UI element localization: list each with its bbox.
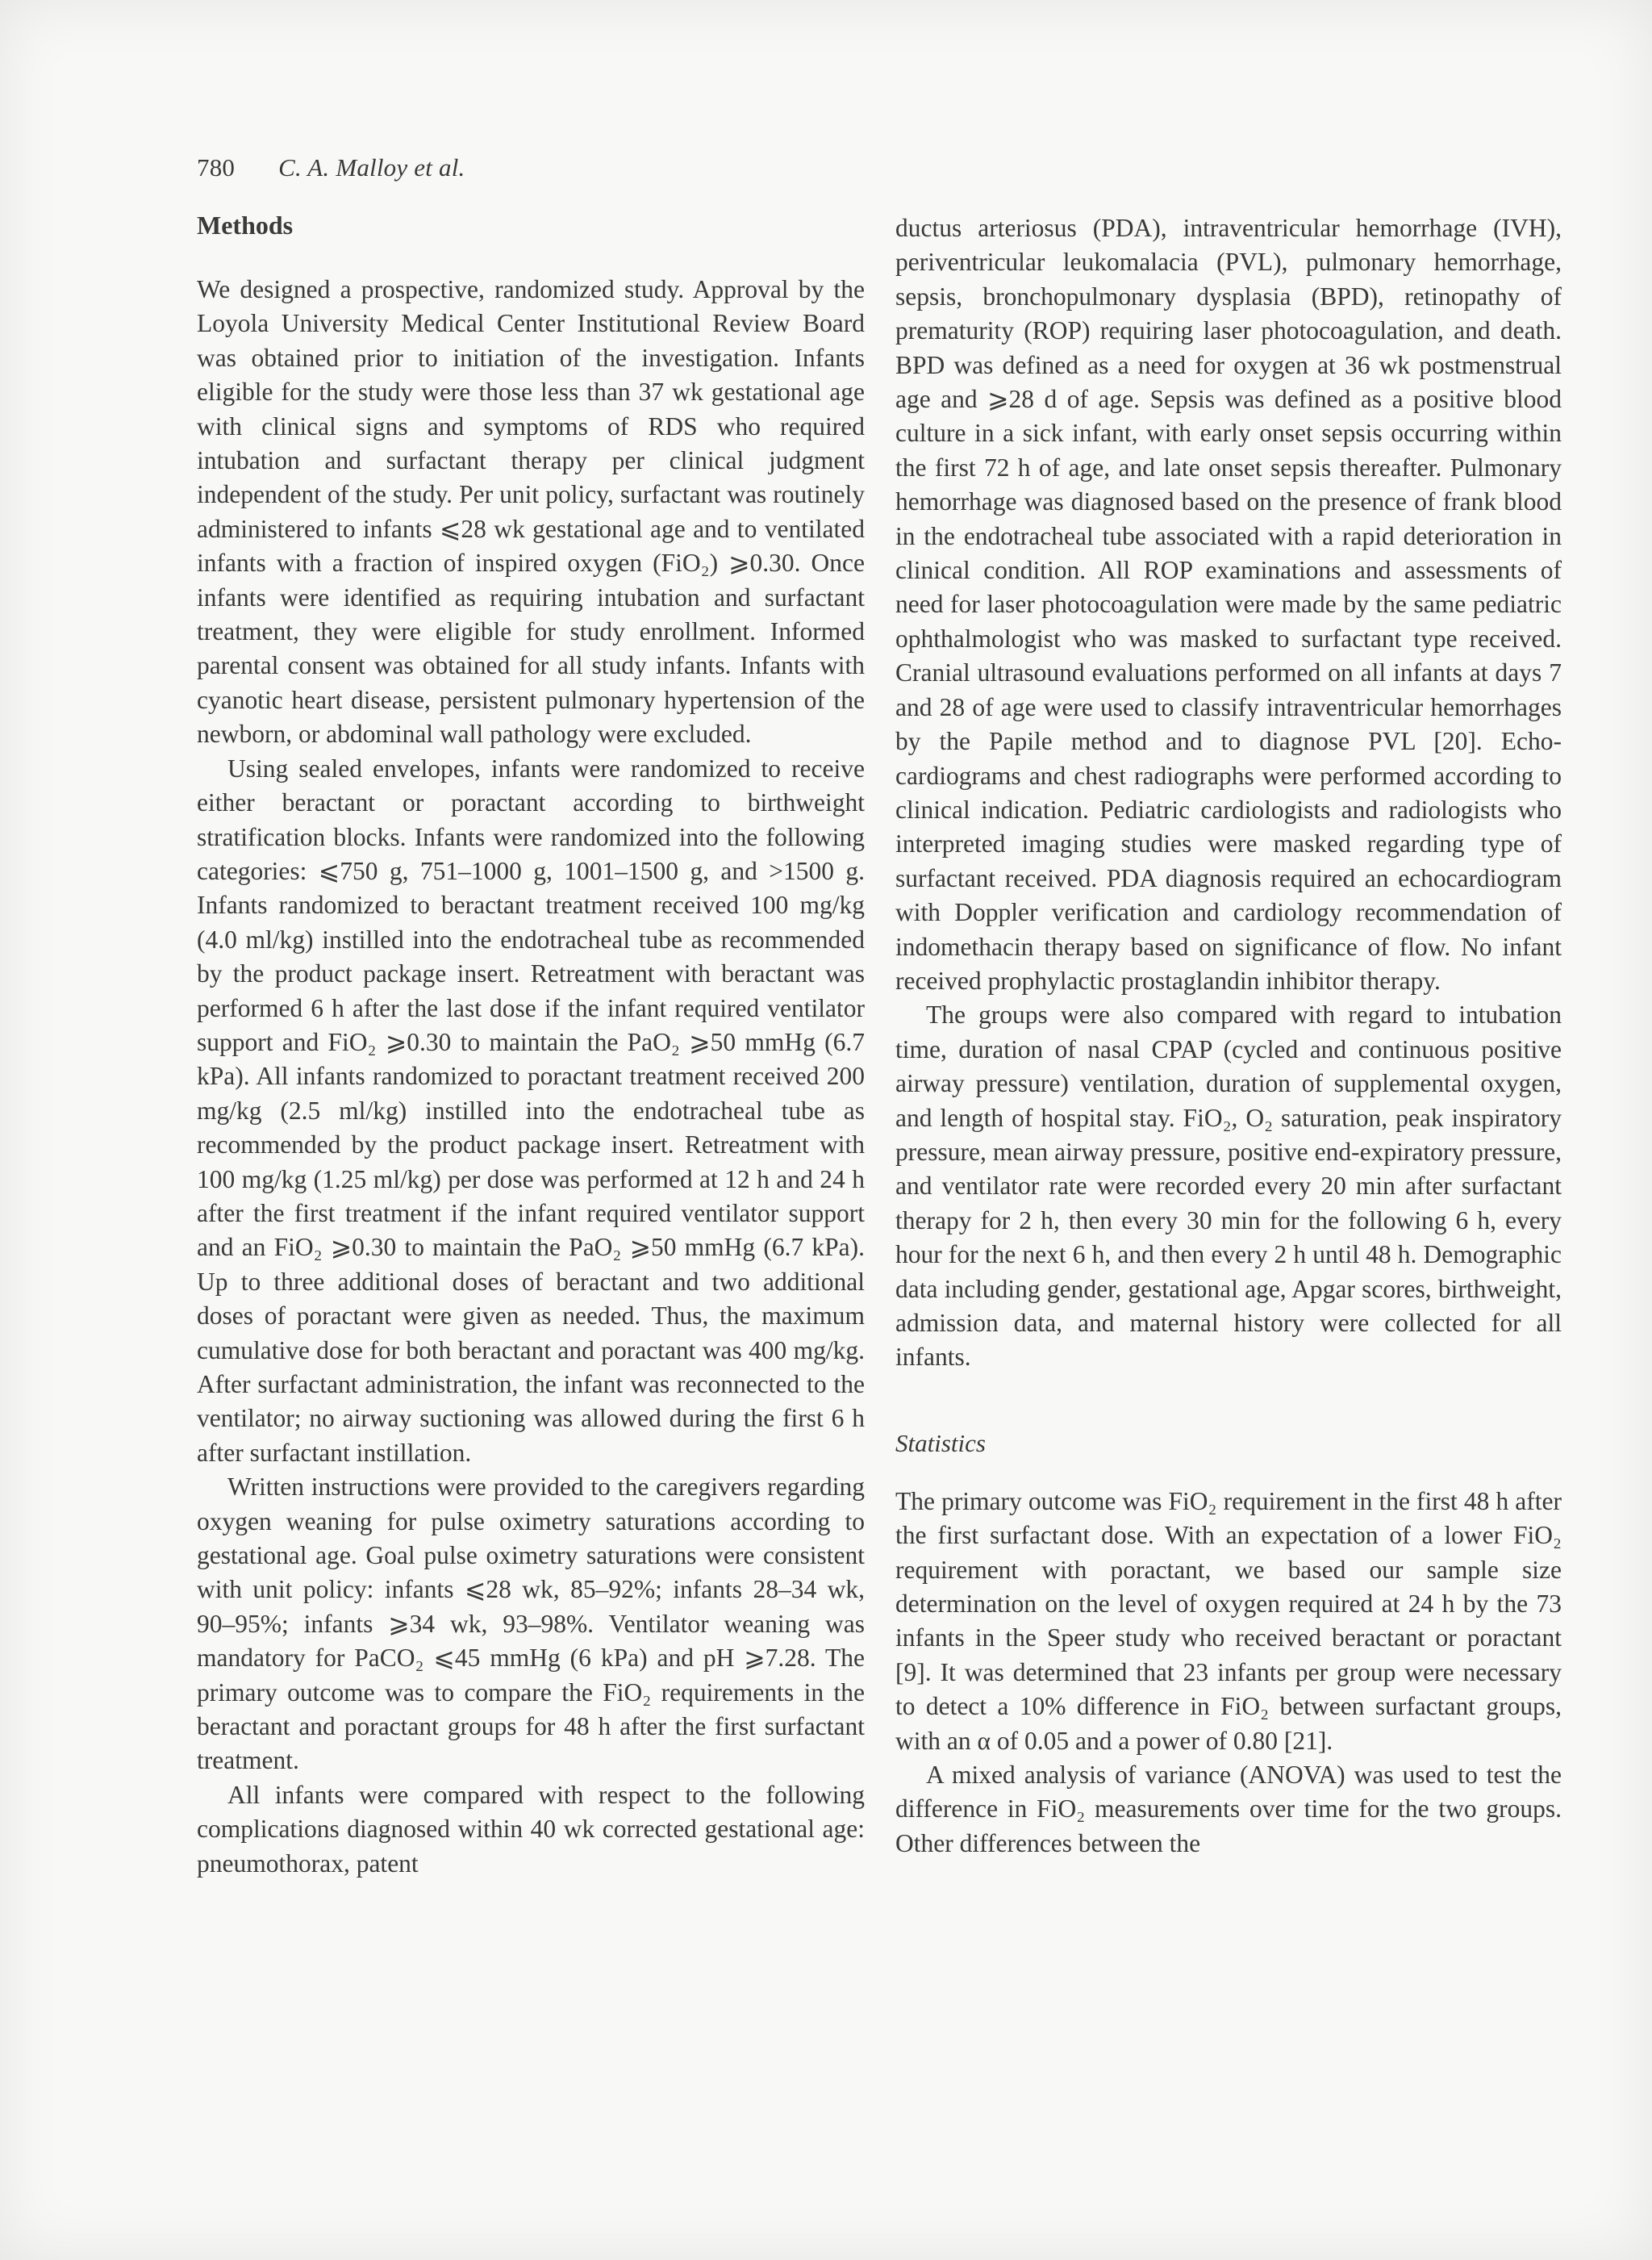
methods-paragraph-2: Using sealed envelopes, infants were randomized to receive either beractant or poractant according to birthweight stratification blocks. Infants were randomized into the following categories: ⩽750 g, 751–1000 g, 1001–1500 g, and >1500 g. Infants randomized to beractant treatment received 100 mg/kg (4.0 ml/kg) instilled into the endotracheal tube as recommended by the product package insert. Retreatment with beractant was performed 6 h after the last dose if the infant required ventilator support and FiO₂ ⩾0.30 to maintain the PaO₂ ⩾50 mmHg (6.7 kPa). All infants randomized to poractant treatment received 200 mg/kg (2.5 ml/kg) instilled into the endotracheal tube as recommended by the product package insert. Retreatment with 100 mg/kg (1.25 ml/kg) per dose was performed at 12 h and 24 h after the first treatment if the infant required ventilator support and an FiO₂ ⩾0.30 to maintain the PaO₂ ⩾50 mmHg (6.7 kPa). Up to three additional doses of beractant and two additional doses of poractant were given as needed. Thus, the maximum cumulative dose for both beractant and poractant was 400 mg/kg. After surfactant administration, the infant was reconnected to the ventilator; no airway suctioning was allowed during the first 6 h after surfactant instillation. (197, 754, 865, 1467)
statistics-heading: Statistics (895, 1428, 986, 1457)
page-number: 780 (197, 153, 236, 182)
methods-paragraph-3: Written instructions were provided to the caregivers regarding oxygen weaning for pulse oximetry saturations according to gestational age. Goal pulse oximetry saturations were consistent with unit policy: infants ⩽28 wk, 85–92%; infants 28–34 wk, 90–95%; infants ⩾34 wk, 93–98%. Ventilator weaning was mandatory for PaCO₂ ⩽45 mmHg (6 kPa) and pH ⩾7.28. The primary outcome was to compare the FiO₂ requirements in the beractant and poractant groups for 48 h after the first surfactant treatment. (197, 1473, 865, 1775)
statistics-paragraph-2: A mixed analysis of variance (ANOVA) was used to test the difference in FiO₂ measurements over time for the two groups. Other differences between the (895, 1761, 1562, 1857)
author-line: C. A. Malloy et al. (278, 153, 465, 182)
methods-paragraph-4-continued: ductus arteriosus (PDA), intraventricular hemorrhage (IVH), periventricular leukomalacia (PVL), pulmonary hemorrhage, sepsis, bronchopulmonary dysplasia (BPD), retinopathy of prematurity (ROP) requiring laser photocoagulation, and death. BPD was defined as a need for oxygen at 36 wk postmenstrual age and ⩾28 d of age. Sepsis was defined as a positive blood culture in a sick infant, with early onset sepsis occurring within the first 72 h of age, and late onset sepsis thereafter. Pulmonary hemorrhage was diagnosed based on the presence of frank blood in the endotracheal tube associated with a rapid deterioration in clinical condition. All ROP examinations and assessments of need for laser photocoagulation were made by the same pediatric ophthalmologist who was masked to surfactant type received. Cranial ultrasound evaluations performed on all infants at days 7 and 28 of age were used to classify intraventricular hemorrhages by the Papile method and to diagnose PVL [20]. Echocardiograms and chest radiographs were performed according to clinical indication. Pediatric cardiologists and radiologists who interpreted imaging studies were masked regarding type of surfactant received. PDA diagnosis required an echocardiogram with Doppler verification and cardiology recommendation of indomethacin therapy based on significance of flow. No infant received prophylactic prostaglandin inhibitor therapy. (895, 214, 1562, 995)
methods-heading: Methods (197, 211, 294, 240)
right-column (895, 211, 1562, 1861)
left-column (197, 208, 865, 1881)
methods-paragraph-4: All infants were compared with respect to the following complications diagnosed within 40 wk corrected gestational age: pneumothorax, patent (197, 1780, 865, 1878)
methods-paragraph-5: The groups were also compared with regard to intubation time, duration of nasal CPAP (cycled and continuous positive airway pressure) ventilation, duration of supplemental oxygen, and length of hospital stay. FiO₂, O₂ saturation, peak inspiratory pressure, mean airway pressure, positive end-expiratory pressure, and ventilator rate were recorded every 20 min after surfactant therapy for 2 h, then every 30 min for the following 6 h, every hour for the next 6 h, and then every 2 h until 48 h. Demographic data including gender, gestational age, Apgar scores, birthweight, admission data, and maternal history were collected for all infants. (895, 1000, 1562, 1372)
running-head (197, 153, 465, 182)
statistics-paragraph-1: The primary outcome was FiO₂ requirement in the first 48 h after the first surfactant dose. With an expectation of a lower FiO₂ requirement with poractant, we based our sample size determination on the level of oxygen required at 24 h by the 73 infants in the Speer study who received beractant or poractant [9]. It was determined that 23 infants per group were necessary to detect a 10% difference in FiO₂ between surfactant groups, with an α of 0.05 and a power of 0.80 [21]. (895, 1486, 1562, 1755)
methods-paragraph-1: We designed a prospective, randomized study. Approval by the Loyola University Medical Center Institutional Review Board was obtained prior to initiation of the investigation. Infants eligible for the study were those less than 37 wk gestational age with clinical signs and symptoms of RDS who required intubation and surfactant therapy per clinical judgment independent of the study. Per unit policy, surfactant was routinely administered to infants ⩽28 wk gestational age and to ventilated infants with a fraction of inspired oxygen (FiO₂) ⩾0.30. Once infants were identified as requiring intubation and surfactant treatment, they were eligible for study enrollment. Informed parental consent was obtained for all study infants. Infants with cyanotic heart disease, persistent pulmonary hypertension of the newborn, or abdominal wall pathology were excluded. (197, 275, 865, 749)
